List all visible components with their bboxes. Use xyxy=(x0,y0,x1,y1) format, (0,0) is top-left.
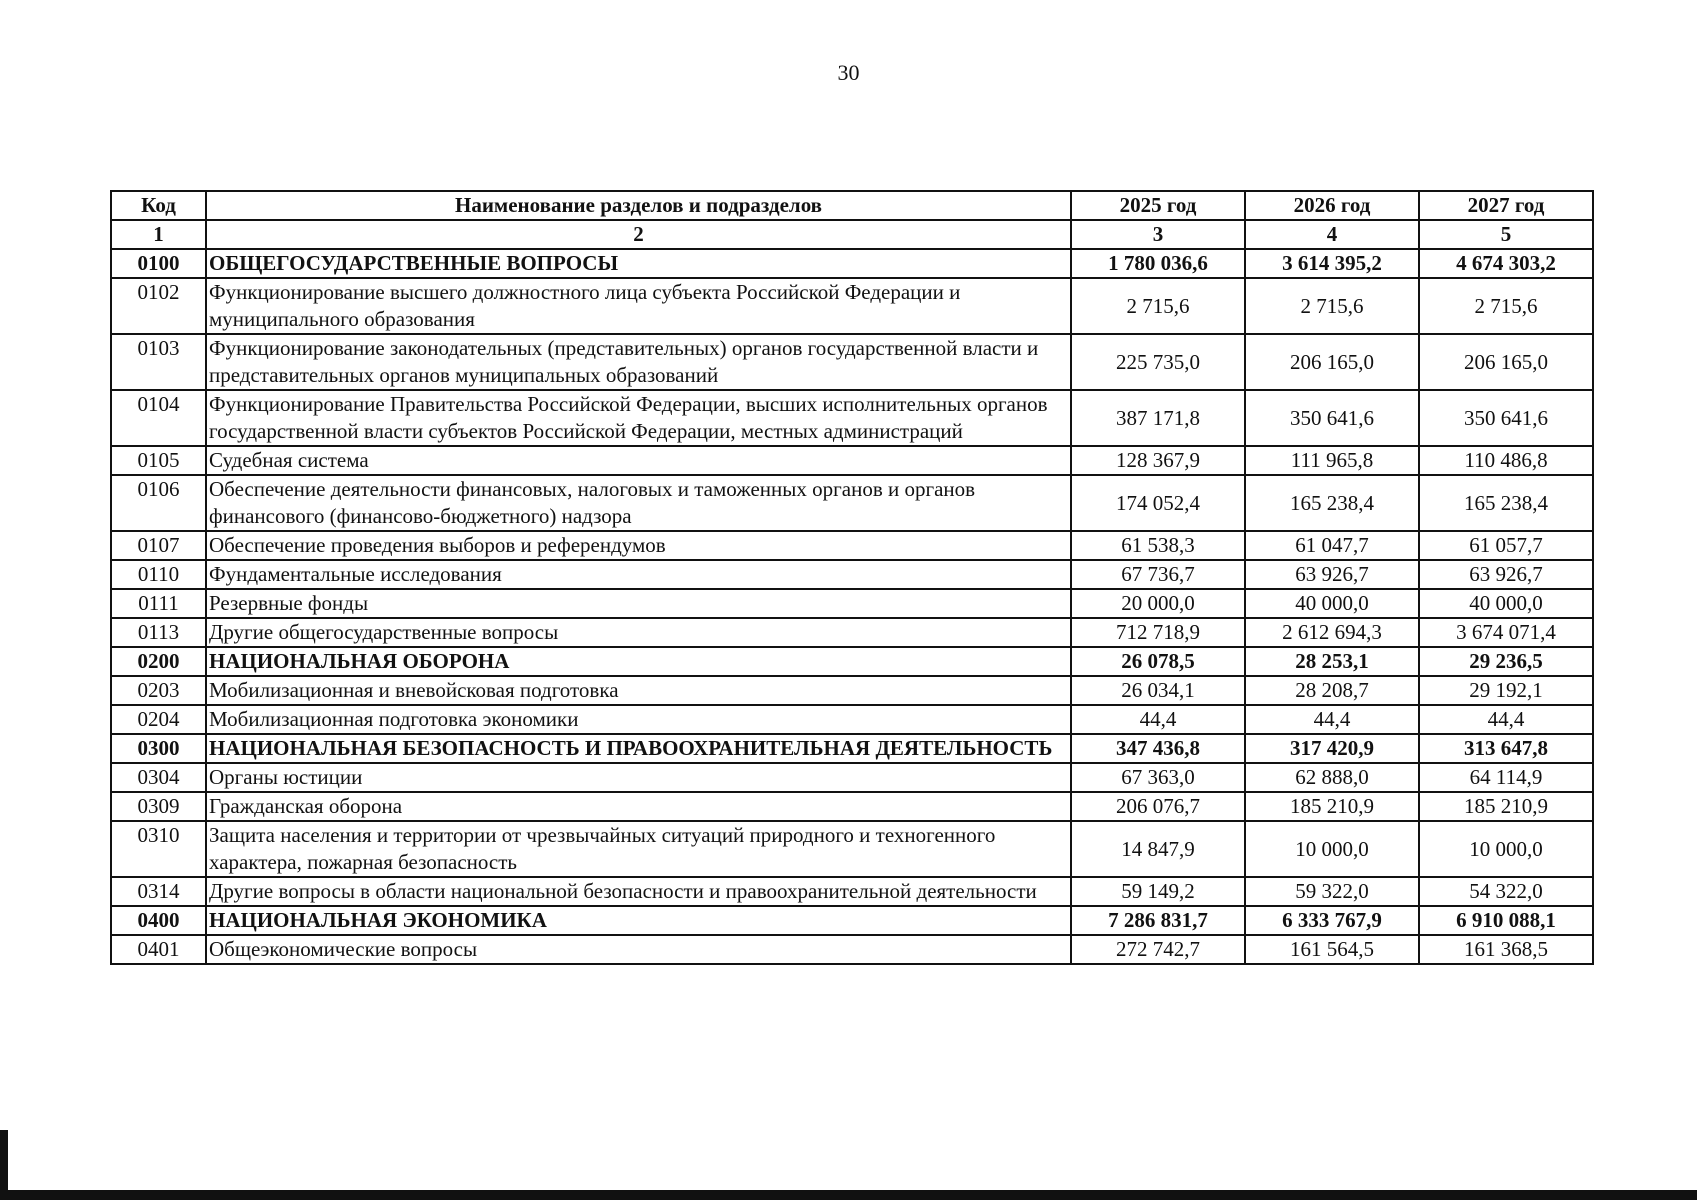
row-code: 0106 xyxy=(111,475,206,531)
row-name: Функционирование высшего должностного лица субъекта Российской Федерации и муниципального образования xyxy=(206,278,1071,334)
table-row xyxy=(111,589,1593,618)
value-2026: 61 047,7 xyxy=(1245,531,1419,560)
value-2025: 26 034,1 xyxy=(1071,676,1245,705)
row-code: 0107 xyxy=(111,531,206,560)
value-2026: 111 965,8 xyxy=(1245,446,1419,475)
value-2027: 4 674 303,2 xyxy=(1419,249,1593,278)
value-2027: 110 486,8 xyxy=(1419,446,1593,475)
row-name: НАЦИОНАЛЬНАЯ ОБОРОНА xyxy=(206,647,1071,676)
row-name: Резервные фонды xyxy=(206,589,1071,618)
table-row xyxy=(111,705,1593,734)
value-2026: 10 000,0 xyxy=(1245,821,1419,877)
table-row xyxy=(111,334,1593,390)
value-2027: 29 236,5 xyxy=(1419,647,1593,676)
value-2027: 161 368,5 xyxy=(1419,935,1593,964)
row-name: Общеэкономические вопросы xyxy=(206,935,1071,964)
table-row xyxy=(111,792,1593,821)
value-2027: 63 926,7 xyxy=(1419,560,1593,589)
value-2025: 20 000,0 xyxy=(1071,589,1245,618)
value-2025: 347 436,8 xyxy=(1071,734,1245,763)
section-row xyxy=(111,647,1593,676)
value-2025: 174 052,4 xyxy=(1071,475,1245,531)
value-2026: 59 322,0 xyxy=(1245,877,1419,906)
value-2026: 44,4 xyxy=(1245,705,1419,734)
value-2026: 206 165,0 xyxy=(1245,334,1419,390)
row-code: 0300 xyxy=(111,734,206,763)
header-2025: 2025 год xyxy=(1071,191,1245,220)
row-code: 0400 xyxy=(111,906,206,935)
value-2026: 3 614 395,2 xyxy=(1245,249,1419,278)
header-2026: 2026 год xyxy=(1245,191,1419,220)
value-2027: 10 000,0 xyxy=(1419,821,1593,877)
table-row xyxy=(111,618,1593,647)
value-2027: 206 165,0 xyxy=(1419,334,1593,390)
value-2025: 44,4 xyxy=(1071,705,1245,734)
value-2027: 165 238,4 xyxy=(1419,475,1593,531)
value-2026: 40 000,0 xyxy=(1245,589,1419,618)
row-name: Мобилизационная подготовка экономики xyxy=(206,705,1071,734)
table-row xyxy=(111,531,1593,560)
value-2025: 387 171,8 xyxy=(1071,390,1245,446)
table-row xyxy=(111,560,1593,589)
value-2026: 161 564,5 xyxy=(1245,935,1419,964)
value-2025: 1 780 036,6 xyxy=(1071,249,1245,278)
row-name: Мобилизационная и вневойсковая подготовка xyxy=(206,676,1071,705)
row-code: 0110 xyxy=(111,560,206,589)
value-2026: 6 333 767,9 xyxy=(1245,906,1419,935)
table-row xyxy=(111,676,1593,705)
value-2025: 14 847,9 xyxy=(1071,821,1245,877)
row-code: 0204 xyxy=(111,705,206,734)
value-2026: 317 420,9 xyxy=(1245,734,1419,763)
row-code: 0113 xyxy=(111,618,206,647)
value-2027: 64 114,9 xyxy=(1419,763,1593,792)
row-name: НАЦИОНАЛЬНАЯ БЕЗОПАСНОСТЬ И ПРАВООХРАНИТЕЛЬНАЯ ДЕЯТЕЛЬНОСТЬ xyxy=(206,734,1071,763)
row-code: 0111 xyxy=(111,589,206,618)
row-name: Фундаментальные исследования xyxy=(206,560,1071,589)
table-row xyxy=(111,877,1593,906)
value-2026: 185 210,9 xyxy=(1245,792,1419,821)
value-2027: 185 210,9 xyxy=(1419,792,1593,821)
column-number: 3 xyxy=(1071,220,1245,249)
section-row xyxy=(111,906,1593,935)
header-name: Наименование разделов и подразделов xyxy=(206,191,1071,220)
column-number: 2 xyxy=(206,220,1071,249)
value-2027: 6 910 088,1 xyxy=(1419,906,1593,935)
row-name: Судебная система xyxy=(206,446,1071,475)
value-2025: 7 286 831,7 xyxy=(1071,906,1245,935)
row-code: 0100 xyxy=(111,249,206,278)
value-2025: 61 538,3 xyxy=(1071,531,1245,560)
column-number: 5 xyxy=(1419,220,1593,249)
column-number: 4 xyxy=(1245,220,1419,249)
value-2025: 67 363,0 xyxy=(1071,763,1245,792)
header-code: Код xyxy=(111,191,206,220)
header-row xyxy=(111,191,1593,220)
value-2025: 67 736,7 xyxy=(1071,560,1245,589)
table-body xyxy=(111,249,1593,964)
value-2026: 2 612 694,3 xyxy=(1245,618,1419,647)
row-code: 0200 xyxy=(111,647,206,676)
row-name: Обеспечение проведения выборов и референдумов xyxy=(206,531,1071,560)
row-code: 0309 xyxy=(111,792,206,821)
value-2025: 225 735,0 xyxy=(1071,334,1245,390)
value-2027: 61 057,7 xyxy=(1419,531,1593,560)
row-name: Другие вопросы в области национальной безопасности и правоохранительной деятельности xyxy=(206,877,1071,906)
table-row xyxy=(111,475,1593,531)
column-number-row xyxy=(111,220,1593,249)
table-row xyxy=(111,763,1593,792)
value-2025: 712 718,9 xyxy=(1071,618,1245,647)
value-2026: 165 238,4 xyxy=(1245,475,1419,531)
row-name: Функционирование Правительства Российской Федерации, высших исполнительных органов государственной власти субъектов Российской Федерации, местных администраций xyxy=(206,390,1071,446)
value-2026: 350 641,6 xyxy=(1245,390,1419,446)
value-2026: 63 926,7 xyxy=(1245,560,1419,589)
value-2027: 2 715,6 xyxy=(1419,278,1593,334)
row-name: НАЦИОНАЛЬНАЯ ЭКОНОМИКА xyxy=(206,906,1071,935)
value-2027: 29 192,1 xyxy=(1419,676,1593,705)
value-2027: 40 000,0 xyxy=(1419,589,1593,618)
header-2027: 2027 год xyxy=(1419,191,1593,220)
table-row xyxy=(111,821,1593,877)
row-code: 0310 xyxy=(111,821,206,877)
row-code: 0102 xyxy=(111,278,206,334)
page-number: 30 xyxy=(837,60,860,85)
row-name: Обеспечение деятельности финансовых, налоговых и таможенных органов и органов финансового (финансово-бюджетного) надзора xyxy=(206,475,1071,531)
value-2026: 2 715,6 xyxy=(1245,278,1419,334)
value-2025: 26 078,5 xyxy=(1071,647,1245,676)
row-name: Органы юстиции xyxy=(206,763,1071,792)
row-name: Функционирование законодательных (представительных) органов государственной власти и представительных органов муниципальных образований xyxy=(206,334,1071,390)
value-2027: 3 674 071,4 xyxy=(1419,618,1593,647)
row-code: 0203 xyxy=(111,676,206,705)
row-code: 0401 xyxy=(111,935,206,964)
column-number: 1 xyxy=(111,220,206,249)
table-row xyxy=(111,390,1593,446)
value-2027: 54 322,0 xyxy=(1419,877,1593,906)
value-2027: 350 641,6 xyxy=(1419,390,1593,446)
table-header xyxy=(111,191,1593,249)
row-code: 0304 xyxy=(111,763,206,792)
value-2025: 2 715,6 xyxy=(1071,278,1245,334)
row-code: 0104 xyxy=(111,390,206,446)
row-code: 0103 xyxy=(111,334,206,390)
table-row xyxy=(111,278,1593,334)
table-row xyxy=(111,935,1593,964)
value-2025: 272 742,7 xyxy=(1071,935,1245,964)
table-row xyxy=(111,446,1593,475)
row-name: Защита населения и территории от чрезвычайных ситуаций природного и техногенного характера, пожарная безопасность xyxy=(206,821,1071,877)
row-name: ОБЩЕГОСУДАРСТВЕННЫЕ ВОПРОСЫ xyxy=(206,249,1071,278)
scan-border xyxy=(0,1190,1697,1200)
value-2026: 28 208,7 xyxy=(1245,676,1419,705)
budget-table xyxy=(110,190,1594,965)
value-2026: 62 888,0 xyxy=(1245,763,1419,792)
row-name: Гражданская оборона xyxy=(206,792,1071,821)
row-code: 0105 xyxy=(111,446,206,475)
value-2025: 128 367,9 xyxy=(1071,446,1245,475)
value-2025: 59 149,2 xyxy=(1071,877,1245,906)
section-row xyxy=(111,249,1593,278)
value-2027: 313 647,8 xyxy=(1419,734,1593,763)
value-2027: 44,4 xyxy=(1419,705,1593,734)
section-row xyxy=(111,734,1593,763)
value-2026: 28 253,1 xyxy=(1245,647,1419,676)
value-2025: 206 076,7 xyxy=(1071,792,1245,821)
row-code: 0314 xyxy=(111,877,206,906)
row-name: Другие общегосударственные вопросы xyxy=(206,618,1071,647)
